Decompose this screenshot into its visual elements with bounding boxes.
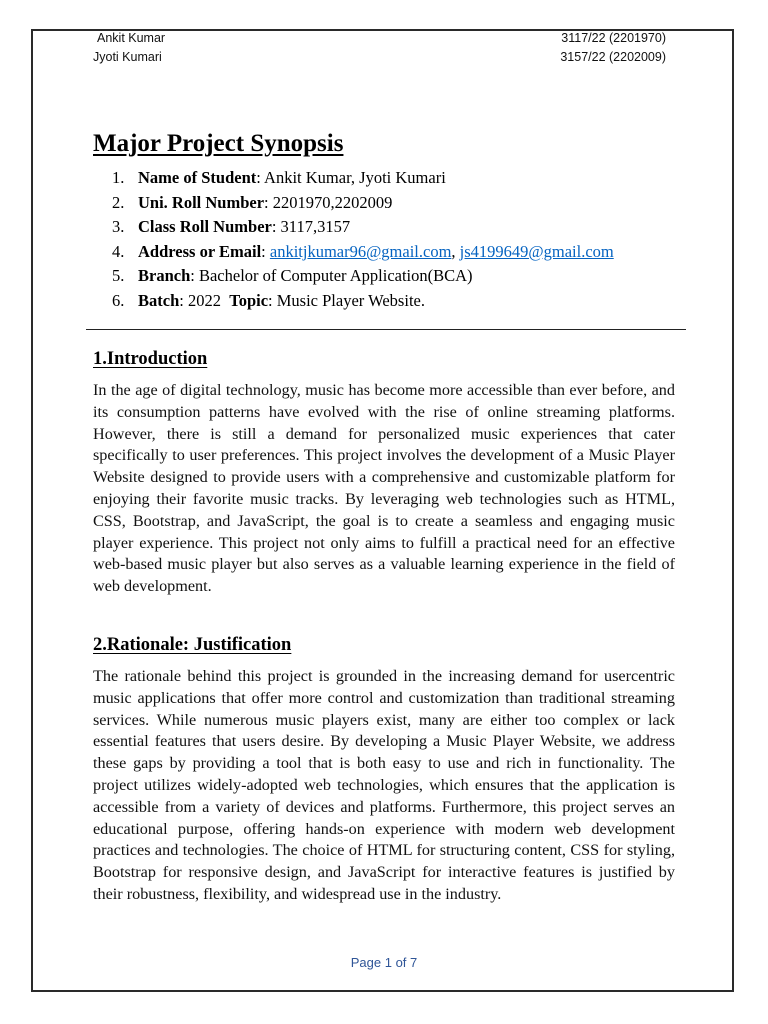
list-number: 4.: [112, 241, 125, 261]
detail-item-branch: [112, 264, 614, 289]
detail-label: Uni. Roll Number: [138, 192, 265, 212]
list-number: 5.: [112, 266, 125, 286]
detail-label: Batch: [138, 290, 180, 310]
email-separator: ,: [451, 241, 460, 261]
header-name-1: Ankit Kumar: [97, 31, 166, 45]
paragraph-rationale: The rationale behind this project is grounded in the increasing demand for usercentric music applications that offer more control and customization than traditional streaming services. While numerous music players exist, many are either too complex or lack essential features that users desire. By developing a Music Player Website, we address these gaps by providing a tool that is both easy to use and rich in functionality. The project utilizes widely-adopted web technologies, which ensures that the application is accessible from a variety of devices and platforms. Furthermore, this project serves an educational purpose, offering hands-on experience with modern web development practices and technologies. The choice of HTML for structuring content, CSS for styling, Bootstrap for responsive design, and JavaScript for interactive features is justified by their robustness, flexibility, and widespread use in the industry.: [93, 667, 675, 903]
header-roll-2: 3157/22 (2202009): [560, 50, 666, 64]
header-name-2: Jyoti Kumari: [93, 50, 162, 64]
email-link-jyoti[interactable]: js4199649@gmail.com: [459, 241, 614, 261]
detail-label: Name of Student: [138, 168, 257, 187]
detail-item-name: [112, 166, 614, 191]
detail-label: Address or Email: [138, 241, 262, 261]
paragraph-introduction: In the age of digital technology, music has become more accessible than ever before, and its consumption patterns have evolved with the rise of online streaming platforms. However, there is still a demand for personalized music experiences that cater specifically to user preferences. This project involves the development of a Music Player Website designed to provide users with a comprehensive and customizable platform for enjoying their favorite music tracks. By leveraging web technologies such as HTML, CSS, Bootstrap, and JavaScript, the goal is to create a seamless and engaging music player experience. This project not only aims to fulfill a practical need for an effective web-based music player but also serves as a valuable learning experience in the field of web development.: [93, 381, 675, 596]
detail-value: : 2022: [179, 290, 230, 310]
detail-value: : Bachelor of Computer Application(BCA): [190, 266, 473, 286]
detail-label: Branch: [138, 266, 191, 286]
detail-value-topic: : Music Player Website.: [268, 290, 425, 310]
email-link-ankit[interactable]: ankitjkumar96@gmail.com: [269, 241, 452, 261]
list-number: 6.: [112, 290, 125, 310]
page-footer: Page 1 of 7: [350, 955, 418, 970]
detail-label: Class Roll Number: [138, 217, 272, 237]
document-title: Major Project Synopsis: [93, 130, 344, 157]
header-roll-1: 3117/22 (2201970): [561, 31, 666, 45]
list-number: 1.: [112, 168, 125, 187]
detail-item-uni-roll: [112, 191, 614, 216]
detail-item-email: [112, 240, 614, 265]
detail-value: : 3117,3157: [271, 217, 351, 237]
student-details-list: [112, 166, 614, 314]
horizontal-divider: [86, 329, 686, 330]
list-number: 2.: [112, 192, 125, 212]
list-number: 3.: [112, 217, 125, 237]
section-heading-introduction: 1.Introduction: [93, 349, 208, 369]
detail-item-batch-topic: [112, 289, 614, 314]
detail-value: : Ankit Kumar, Jyoti Kumari: [256, 168, 446, 187]
detail-value: :: [261, 241, 270, 261]
detail-label-topic: Topic: [229, 290, 269, 310]
section-heading-rationale: 2.Rationale: Justification: [93, 635, 292, 655]
detail-value: : 2201970,2202009: [264, 192, 393, 212]
detail-item-class-roll: [112, 215, 614, 240]
